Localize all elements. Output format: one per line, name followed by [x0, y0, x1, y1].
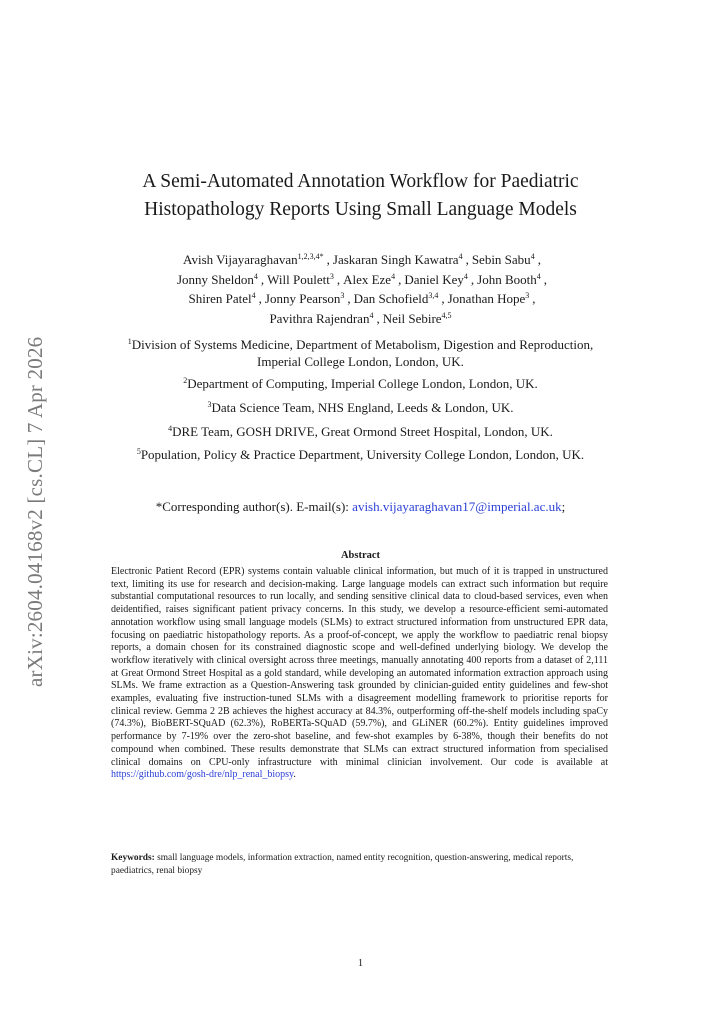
author-name: Daniel Key: [404, 271, 464, 287]
author-affiliation-mark: 4: [369, 310, 374, 320]
author-affiliation-mark: 3: [329, 271, 334, 281]
affiliation-1: [90, 337, 631, 370]
author-line: Shiren Patel$^4$ , Jonny Pearson$^3$ , Dan Schofield$^{3,4}$ , Jonathan Hope$^3$ ,: [188, 291, 536, 306]
affiliation-5: [90, 447, 631, 464]
author: [177, 272, 258, 287]
author-list: [100, 250, 621, 328]
author: [354, 291, 439, 306]
page-number: 1: [357, 958, 364, 969]
affiliation-3-mark: 3: [207, 400, 212, 409]
author-affiliation-mark: 3: [340, 291, 345, 300]
author-affiliation-mark: 4: [251, 291, 256, 300]
author-affiliation-mark: 1,2,3,4*: [297, 252, 324, 261]
affiliation-2-mark: 2: [183, 376, 188, 385]
author-affiliation-mark: 4,5: [441, 310, 452, 320]
affiliation-4-text: DRE Team, GOSH DRIVE, Great Ormond Street Hospital, London, UK.: [172, 424, 553, 439]
author-line: Pavithra Rajendran$^4$ , Neil Sebire$^{4,5}$: [269, 310, 452, 326]
author: [383, 311, 452, 326]
paper-title: [100, 168, 621, 224]
corresponding-suffix: ;: [561, 499, 566, 514]
author: [343, 272, 395, 287]
author-affiliation-mark: 4: [391, 271, 396, 281]
author-name: Neil Sebire: [382, 310, 442, 326]
author-affiliation-mark: 3,4: [428, 291, 439, 300]
author-name: Will Poulett: [267, 271, 330, 287]
arxiv-identifier-stamp: arXiv:2604.04168v2 [cs.CL] 7 Apr 2026: [23, 336, 47, 687]
author: [477, 272, 541, 287]
author-affiliation-mark: 4: [530, 252, 535, 261]
corresponding-prefix: *Corresponding author(s). E-mail(s):: [155, 499, 353, 514]
affiliation-3-text: Data Science Team, NHS England, Leeds & London, UK.: [211, 400, 514, 415]
code-repository-link[interactable]: https://github.com/gosh-dre/nlp_renal_biopsy: [111, 769, 294, 781]
author-affiliation-mark: 4: [253, 271, 258, 281]
author: [448, 291, 530, 306]
title-line-2: Histopathology Reports Using Small Language Models: [144, 199, 577, 220]
keywords-text: small language models, information extraction, named entity recognition, question-answering, medical reports, paediatrics, renal biopsy: [111, 853, 574, 876]
abstract-heading: Abstract: [340, 550, 381, 561]
author: [267, 272, 334, 287]
author-name: Avish Vijayaraghavan: [183, 252, 298, 267]
keywords: [111, 852, 608, 877]
author: [183, 252, 324, 267]
affiliation-2-text: Department of Computing, Imperial College London, London, UK.: [187, 376, 538, 391]
abstract-text: Electronic Patient Record (EPR) systems contain valuable clinical information, but much of it is trapped in unstructured text, limiting its use for research and decision-making. Large language models can extract such information but require substantial computational resources to run locally, and sending sensitive clinical data to cloud-based services, even when deidentified, raises significant patient privacy concerns. In this study, we develop a resource-efficient semi-automated annotation workflow using small language models (SLMs) to extract structured information from unstructured EPR data, focusing on paediatric histopathology reports. As a proof-of-concept, we apply the workflow to paediatric renal biopsy reports, a domain chosen for its constrained diagnostic scope and well-defined underlying biology. We develop the workflow iteratively with clinical oversight across three meetings, manually annotating 400 reports from a dataset of 2,111 at Great Ormond Street Hospital as a gold standard, while developing an automated information extraction approach using SLMs. We frame extraction as a Question-Answering task grounded by clinician-guided entity guidelines and few-shot examples, evaluating five instruction-tuned SLMs with a disagreement modelling framework to prioritise reports for clinical review. Gemma 2 2B achieves the highest accuracy at 84.3%, outperforming off-the-shelf models including spaCy (74.3%), BioBERT-SQuAD (62.3%), RoBERTa-SQuAD (59.7%), and GLiNER (60.2%). Entity guidelines improved performance by 7-19% over the zero-shot baseline, and few-shot examples by 6-38%, though their benefits do not compound when combined. These results demonstrate that SLMs can extract structured information from specialised clinical domains on CPU-only infrastructure with minimal clinician involvement. Our code is available at: [111, 566, 608, 768]
affiliation-4: [90, 424, 631, 441]
corresponding-author: [90, 499, 631, 515]
affiliation-4-mark: 4: [168, 424, 173, 433]
author-line: Jonny Sheldon$^4$ , Will Poulett$^3$ , Alex Eze$^4$ , Daniel Key$^4$ , John Booth$^4$ ,: [176, 271, 547, 287]
author: [265, 291, 344, 306]
author-affiliation-mark: 4: [458, 252, 463, 261]
author-name: Jonny Sheldon: [176, 271, 254, 287]
author: [472, 252, 535, 267]
title-line-1: A Semi-Automated Annotation Workflow for Paediatric: [142, 171, 579, 192]
author: [188, 291, 255, 306]
keywords-label: Keywords:: [111, 853, 155, 863]
author-name: Pavithra Rajendran: [269, 310, 370, 326]
affiliation-1-mark: 1: [127, 337, 132, 346]
author-affiliation-mark: 4: [463, 271, 468, 281]
affiliation-1-text-cont: Imperial College London, London, UK.: [257, 353, 464, 369]
author: [333, 252, 463, 267]
author-affiliation-mark: 4: [536, 271, 541, 281]
author-name: Jaskaran Singh Kawatra: [332, 252, 459, 267]
affiliation-5-text: Population, Policy & Practice Department, University College London, London, UK.: [140, 447, 585, 462]
author-name: Jonathan Hope: [447, 291, 526, 306]
corresponding-email-link[interactable]: avish.vijayaraghavan17@imperial.ac.uk: [352, 499, 562, 514]
author-name: Dan Schofield: [353, 291, 429, 306]
author: [269, 311, 373, 326]
author-affiliation-mark: 3: [525, 291, 530, 300]
affiliation-3: [90, 400, 631, 417]
author-name: John Booth: [477, 271, 537, 287]
abstract-body: [111, 566, 608, 782]
author-name: Jonny Pearson: [264, 291, 341, 306]
author: [404, 272, 468, 287]
affiliation-5-mark: 5: [136, 447, 141, 456]
author-line: Avish Vijayaraghavan$^{1,2,3,4*}$ , Jaskaran Singh Kawatra$^4$ , Sebin Sabu$^4$ ,: [183, 252, 541, 267]
author-name: Alex Eze: [343, 271, 392, 287]
abstract-end: .: [293, 769, 296, 781]
affiliation-2: [90, 376, 631, 393]
affiliation-1-text: Division of Systems Medicine, Department of Metabolism, Digestion and Reproduction,: [131, 337, 594, 352]
author-name: Sebin Sabu: [471, 252, 531, 267]
author-name: Shiren Patel: [188, 291, 252, 306]
